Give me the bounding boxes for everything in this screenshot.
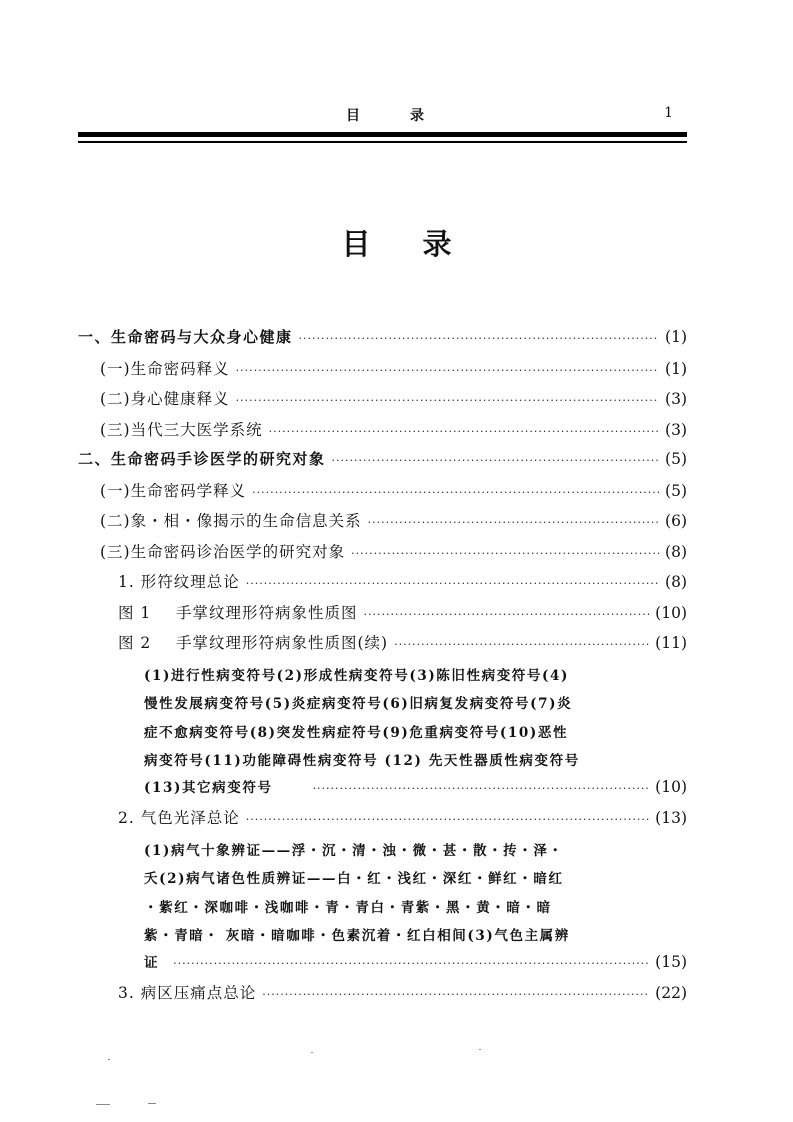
toc-entry-page: (8) (665, 573, 687, 591)
table-of-contents (78, 326, 687, 1012)
toc-entry-page: (3) (665, 420, 687, 439)
dot-leader (236, 394, 659, 407)
section2-detail-list (78, 837, 687, 951)
dot-leader (246, 813, 649, 826)
toc-entry-page: (10) (655, 603, 687, 622)
toc-entry[interactable] (78, 479, 687, 510)
toc-entry-page: (13) (655, 809, 687, 827)
toc-entry[interactable] (78, 357, 687, 388)
toc-entry-page: (15) (655, 952, 687, 971)
page-number: 1 (664, 105, 673, 121)
page-title-right: 录 (422, 227, 452, 261)
dot-leader (299, 332, 660, 345)
figure-number: 图 1 (118, 603, 152, 622)
toc-entry-label (118, 601, 358, 623)
toc-entry[interactable] (78, 387, 687, 418)
toc-entry-label: (三)生命密码诊治医学的研究对象 (100, 542, 346, 561)
toc-entry-label: 1. 形符纹理总论 (118, 573, 240, 591)
toc-entry-label: 3. 病区压痛点总论 (118, 984, 257, 1002)
toc-entry-label: (一)生命密码学释义 (100, 481, 247, 500)
toc-entry-label: 证 (144, 954, 160, 971)
running-head-title-left: 目 (346, 108, 360, 124)
toc-entry-figure[interactable] (78, 601, 687, 632)
detail-line: (1)进行性病变符号(2)形成性病变符号(3)陈旧性病变符号(4) (144, 667, 569, 684)
toc-entry[interactable] (78, 570, 687, 601)
toc-entry-label: 一、生命密码与大众身心健康 (78, 328, 293, 346)
detail-line: 慢性发展病变符号(5)炎症病变符号(6)旧病复发病变符号(7)炎 (144, 696, 573, 712)
figure-number: 图 2 (118, 634, 152, 652)
dot-leader (246, 577, 659, 590)
detail-line: 病变符号(11)功能障碍性病变符号 (12) 先天性器质性病变符号 (144, 753, 580, 769)
toc-entry-label: (二)象・相・像揭示的生命信息关系 (100, 512, 362, 530)
toc-entry-label (118, 631, 388, 653)
detail-line: 紫・青暗・ 灰暗・暗咖啡・色素沉着・红白相间(3)气色主属辨 (144, 928, 570, 944)
dot-leader (351, 547, 659, 560)
toc-entry[interactable] (78, 951, 687, 982)
dot-leader (269, 425, 659, 438)
toc-entry-page: (10) (655, 777, 687, 796)
dot-leader (313, 782, 650, 795)
toc-entry[interactable] (78, 981, 687, 1012)
scan-artifact (96, 1104, 110, 1105)
toc-entry-label: (13)其它病变符号 (144, 779, 273, 796)
dot-leader (236, 364, 659, 377)
toc-entry-page: (5) (665, 481, 687, 500)
page-title (0, 222, 793, 263)
dot-leader (173, 957, 649, 970)
scan-artifact (148, 1103, 156, 1104)
toc-entry-figure[interactable] (78, 631, 687, 662)
toc-entry-label: 二、生命密码手诊医学的研究对象 (78, 450, 326, 468)
header-rule-thick (78, 132, 687, 137)
toc-entry[interactable] (78, 776, 687, 807)
toc-entry-page: (22) (655, 984, 687, 1002)
dot-leader (262, 988, 649, 1001)
toc-entry[interactable] (78, 509, 687, 540)
toc-entry-page: (5) (665, 450, 687, 468)
toc-entry[interactable] (78, 448, 687, 479)
toc-entry-page: (6) (665, 512, 687, 530)
dot-leader (368, 516, 659, 529)
toc-entry-page: (8) (665, 542, 687, 561)
figure-caption: 手掌纹理形符病象性质图 (176, 603, 358, 622)
figure-caption: 手掌纹理形符病象性质图(续) (176, 634, 389, 652)
toc-entry[interactable] (78, 806, 687, 837)
detail-line: 症不愈病变符号(8)突发性病症符号(9)危重病变符号(10)恶性 (144, 724, 569, 741)
section1-detail-list (78, 662, 687, 776)
header-rule-thin (78, 141, 687, 143)
scan-artifact (479, 1049, 481, 1050)
dot-leader (252, 486, 659, 499)
scan-artifact (108, 1059, 110, 1060)
toc-entry[interactable] (78, 326, 687, 357)
toc-entry-page: (1) (665, 328, 687, 346)
running-head-title (346, 105, 424, 125)
running-head-title-right: 录 (410, 108, 424, 124)
page-title-left: 目 (341, 227, 371, 261)
dot-leader (332, 454, 660, 467)
running-head (78, 105, 687, 127)
toc-entry[interactable] (78, 418, 687, 449)
toc-entry-label: (三)当代三大医学系统 (100, 420, 263, 439)
scan-artifact (311, 1052, 313, 1053)
detail-line: (1)病气十象辨证——浮・沉・清・浊・微・甚・散・抟・泽・ (144, 842, 564, 859)
toc-entry-page: (11) (655, 634, 687, 652)
toc-entry[interactable] (78, 540, 687, 571)
toc-entry-page: (3) (665, 390, 687, 408)
detail-line: ・紫红・深咖啡・浅咖啡・青・青白・青紫・黑・黄・暗・暗 (144, 899, 552, 916)
dot-leader (364, 608, 650, 621)
toc-entry-label: (二)身心健康释义 (100, 390, 230, 408)
detail-line: 夭(2)病气诸色性质辨证——白・红・浅红・深红・鲜红・暗红 (144, 871, 564, 887)
toc-entry-label: 2. 气色光泽总论 (118, 809, 240, 827)
toc-entry-label: (一)生命密码释义 (100, 359, 230, 378)
dot-leader (394, 638, 649, 651)
toc-entry-page: (1) (665, 359, 687, 378)
